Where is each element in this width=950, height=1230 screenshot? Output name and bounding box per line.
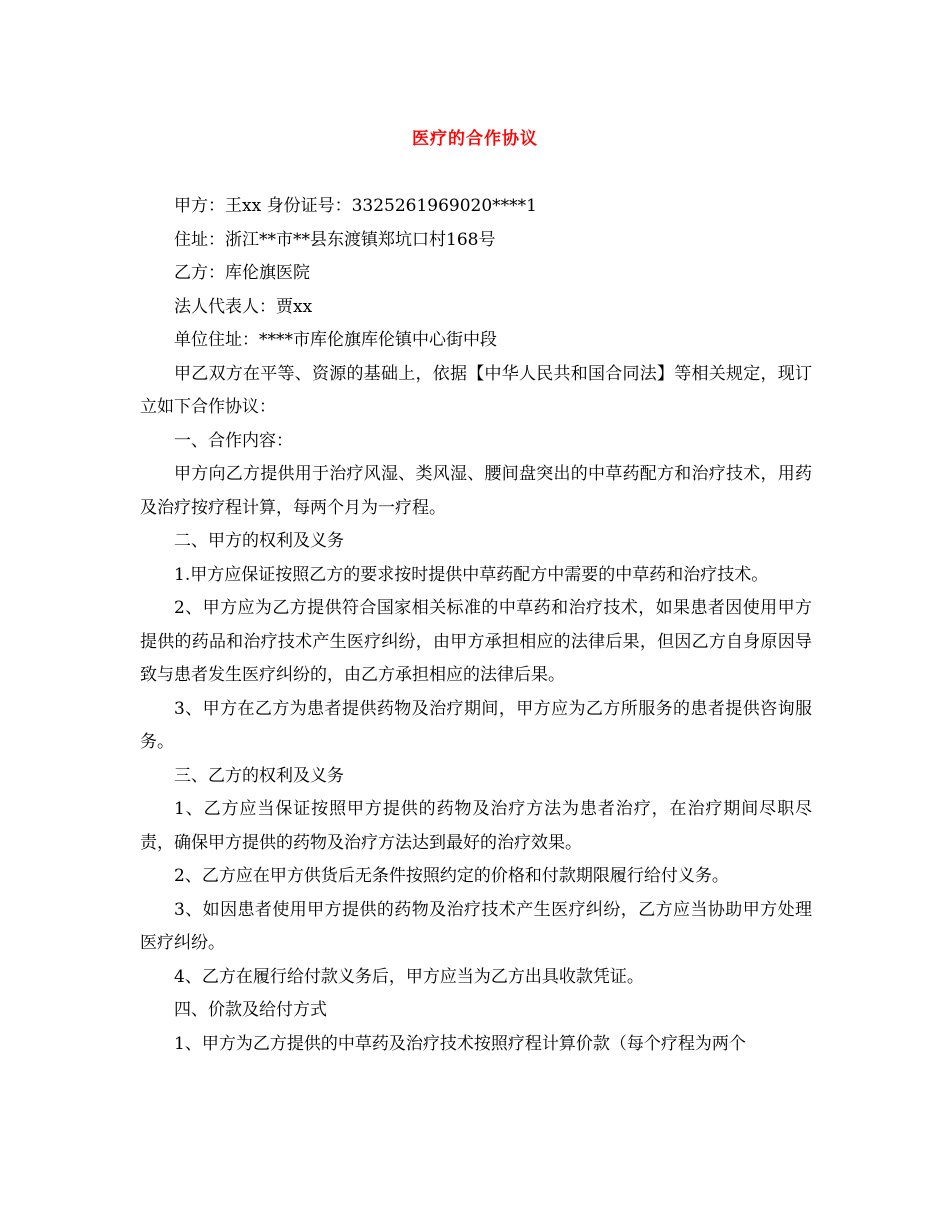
party-b-clause-3: 3、如因患者使用甲方提供的药物及治疗技术产生医疗纠纷，乙方应当协助甲方处理医疗纠纷。 [140,899,812,953]
document-body [140,190,812,1061]
party-b-clause-1: 1、乙方应当保证按照甲方提供的药物及治疗方法为患者治疗，在治疗期间尽职尽责，确保甲方提供的药物及治疗方法达到最好的治疗效果。 [140,799,812,853]
party-b-clause-2: 2、乙方应在甲方供货后无条件按照约定的价格和付款期限履行给付义务。 [174,866,729,886]
document-title: 医疗的合作协议 [412,129,538,149]
preamble-paragraph: 甲乙双方在平等、资源的基础上，依据【中华人民共和国合同法】等相关规定，现订立如下合作协议： [140,363,812,417]
payment-clause-1: 1、甲方为乙方提供的中草药及治疗技术按照疗程计算价款（每个疗程为两个 [174,1033,746,1054]
party-b-line: 乙方：库伦旗医院 [174,263,310,283]
party-b-clause-4: 4、乙方在履行给付款义务后，甲方应当为乙方出具收款凭证。 [174,966,644,987]
section-heading-party-b-rights: 三、乙方的权利及义务 [174,765,344,786]
party-a-line: 甲方：王xx 身份证号：3325261969020****1 [174,196,538,216]
cooperation-content-paragraph: 甲方向乙方提供用于治疗风湿、类风湿、腰间盘突出的中草药配方和治疗技术，用药及治疗按疗程计算，每两个月为一疗程。 [140,464,812,518]
section-heading-party-a-rights: 二、甲方的权利及义务 [174,531,344,551]
section-heading-cooperation: 一、合作内容： [174,430,293,451]
party-a-address: 住址：浙江**市**县东渡镇郑坑口村168号 [174,229,496,250]
party-b-address: 单位住址：****市库伦旗库伦镇中心街中段 [174,330,497,350]
party-a-clause-2: 2、甲方应为乙方提供符合国家相关标准的中草药和治疗技术，如果患者因使用甲方提供的药品和治疗技术产生医疗纠纷，由甲方承担相应的法律后果，但因乙方自身原因导致与患者发生医疗纠纷的，由乙方承担相应的法律后果。 [140,598,812,685]
party-a-clause-3: 3、甲方在乙方为患者提供药物及治疗期间，甲方应为乙方所服务的患者提供咨询服务。 [140,698,812,752]
section-heading-payment: 四、价款及给付方式 [174,1000,327,1020]
legal-representative: 法人代表人：贾xx [174,296,313,317]
party-a-clause-1: 1.甲方应保证按照乙方的要求按时提供中草药配方中需要的中草药和治疗技术。 [174,564,769,585]
